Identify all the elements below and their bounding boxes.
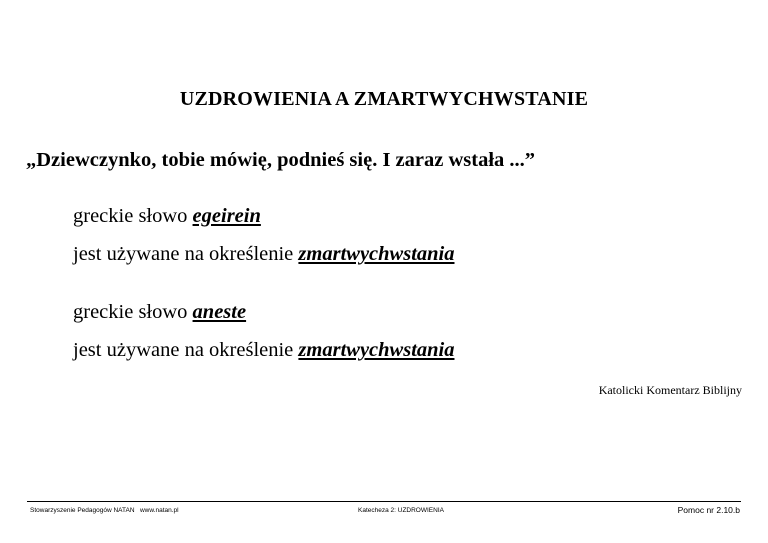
text-line-2 bbox=[73, 243, 454, 266]
footer-divider bbox=[27, 501, 741, 502]
greek-term: aneste bbox=[192, 301, 247, 323]
line-prefix: jest używane na określenie bbox=[73, 243, 299, 265]
line-prefix: greckie słowo bbox=[73, 301, 193, 323]
footer-organization: Stowarzyszenie Pedagogów NATAN www.natan.pl bbox=[30, 507, 179, 514]
source-citation: Katolicki Komentarz Biblijny bbox=[598, 383, 742, 397]
term-emphasis: zmartwychwstania bbox=[298, 243, 455, 265]
text-line-4 bbox=[73, 339, 454, 362]
footer-lesson: Katecheza 2: UZDROWIENIA bbox=[358, 507, 444, 514]
text-line-3 bbox=[73, 301, 246, 324]
line-prefix: jest używane na określenie bbox=[73, 339, 299, 361]
term-emphasis: zmartwychwstania bbox=[298, 339, 455, 361]
footer-page-ref: Pomoc nr 2.10.b bbox=[677, 505, 740, 515]
text-line-1 bbox=[73, 205, 261, 228]
greek-term: egeirein bbox=[192, 205, 261, 227]
slide-title: UZDROWIENIA A ZMARTWYCHWSTANIE bbox=[179, 88, 589, 110]
bible-quote: „Dziewczynko, tobie mówię, podnieś się. I zaraz wstała ...” bbox=[26, 149, 536, 171]
line-prefix: greckie słowo bbox=[73, 205, 193, 227]
